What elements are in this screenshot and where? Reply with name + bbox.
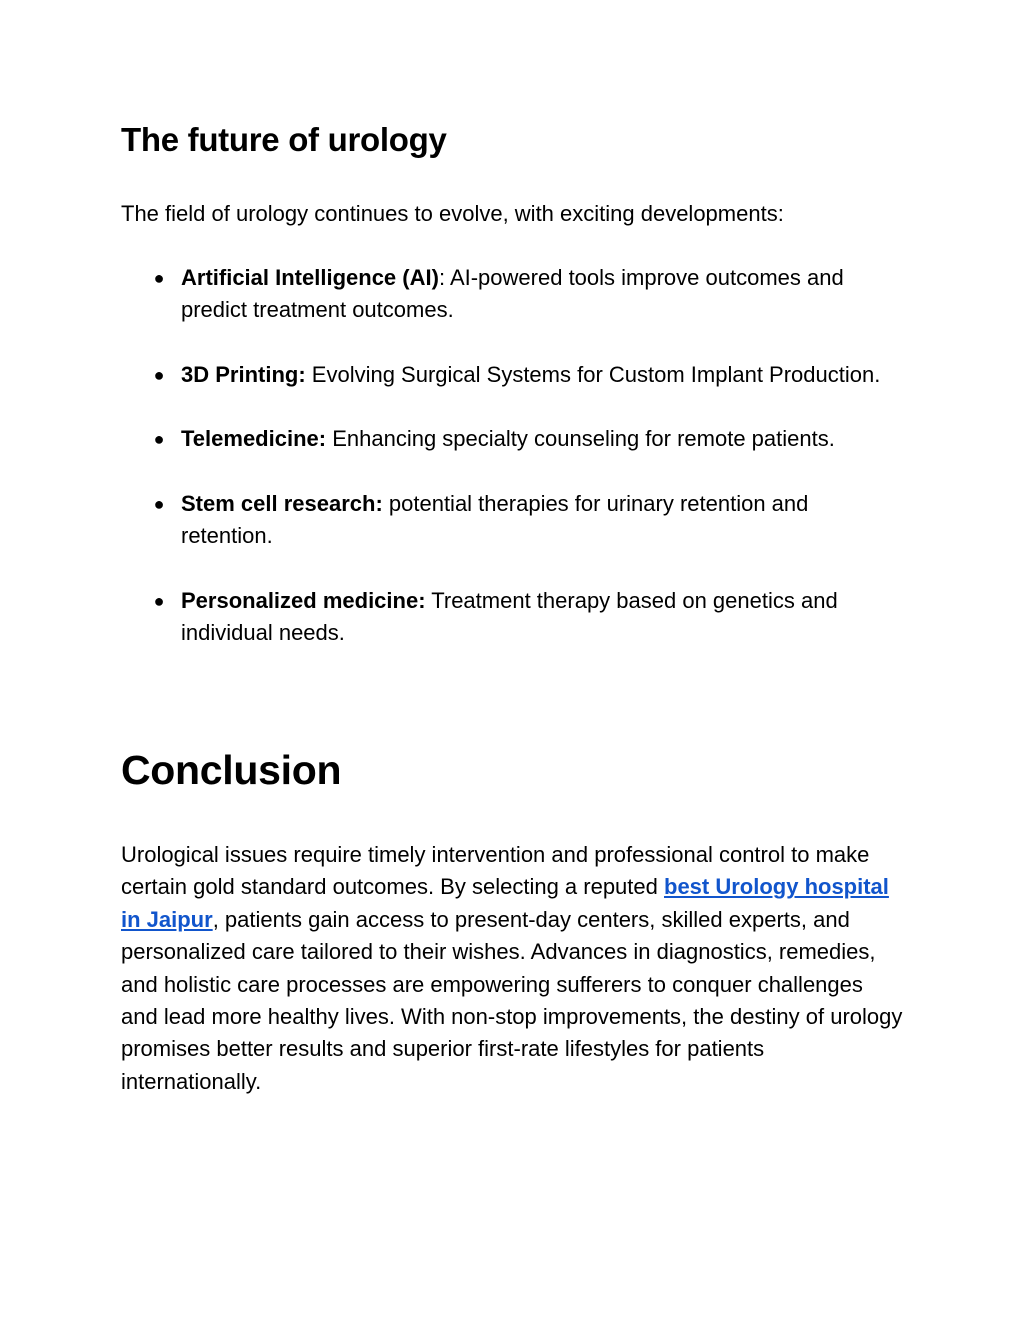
list-item-text: : AI-powered tools improve outcomes and predict treatment outcomes. bbox=[181, 265, 844, 323]
conclusion-heading: Conclusion bbox=[121, 747, 342, 793]
hospital-link[interactable]: best Urology hospital in Jaipur bbox=[121, 874, 889, 932]
bullet-icon: ● bbox=[153, 494, 165, 515]
bullet-icon: ● bbox=[153, 429, 165, 450]
bullet-icon: ● bbox=[153, 268, 165, 288]
list-item-term: Telemedicine: bbox=[181, 426, 327, 452]
list-item-term: Stem cell research: bbox=[181, 491, 383, 517]
developments-list bbox=[121, 262, 901, 682]
list-item bbox=[121, 585, 901, 650]
bullet-icon: ● bbox=[153, 590, 165, 611]
list-item-text: Enhancing specialty counseling for remote patients. bbox=[326, 426, 835, 452]
list-item bbox=[121, 262, 901, 327]
list-item bbox=[121, 359, 901, 391]
list-item-term: 3D Printing: bbox=[181, 361, 306, 387]
conclusion-text-before: Urological issues require timely intervention and professional control to make certain gold standard outcomes. By selecting a reputed bbox=[121, 842, 870, 900]
list-item-term: Artificial Intelligence (AI) bbox=[181, 265, 439, 290]
conclusion-text-after: , patients gain access to present-day centers, skilled experts, and personalized care tailored to their wishes. Advances in diagnostics, remedies, and holistic care processes are empowering sufferers to conquer challenges and lead more healthy lives. With non-stop improvements, the destiny of urology promises better results and superior first-rate lifestyles for patients internationally. bbox=[121, 906, 903, 1094]
list-item bbox=[121, 488, 901, 553]
list-item-text: Evolving Surgical Systems for Custom Implant Production. bbox=[305, 361, 881, 387]
list-item-text: Treatment therapy based on genetics and individual needs. bbox=[181, 587, 838, 646]
list-item bbox=[121, 423, 901, 455]
future-heading: The future of urology bbox=[121, 121, 447, 158]
conclusion-paragraph bbox=[121, 839, 903, 1098]
list-item-text: potential therapies for urinary retention and retention. bbox=[181, 491, 809, 549]
future-intro: The field of urology continues to evolve, with exciting developments: bbox=[121, 201, 784, 226]
bullet-icon: ● bbox=[153, 364, 165, 385]
list-item-term: Personalized medicine: bbox=[181, 587, 426, 613]
